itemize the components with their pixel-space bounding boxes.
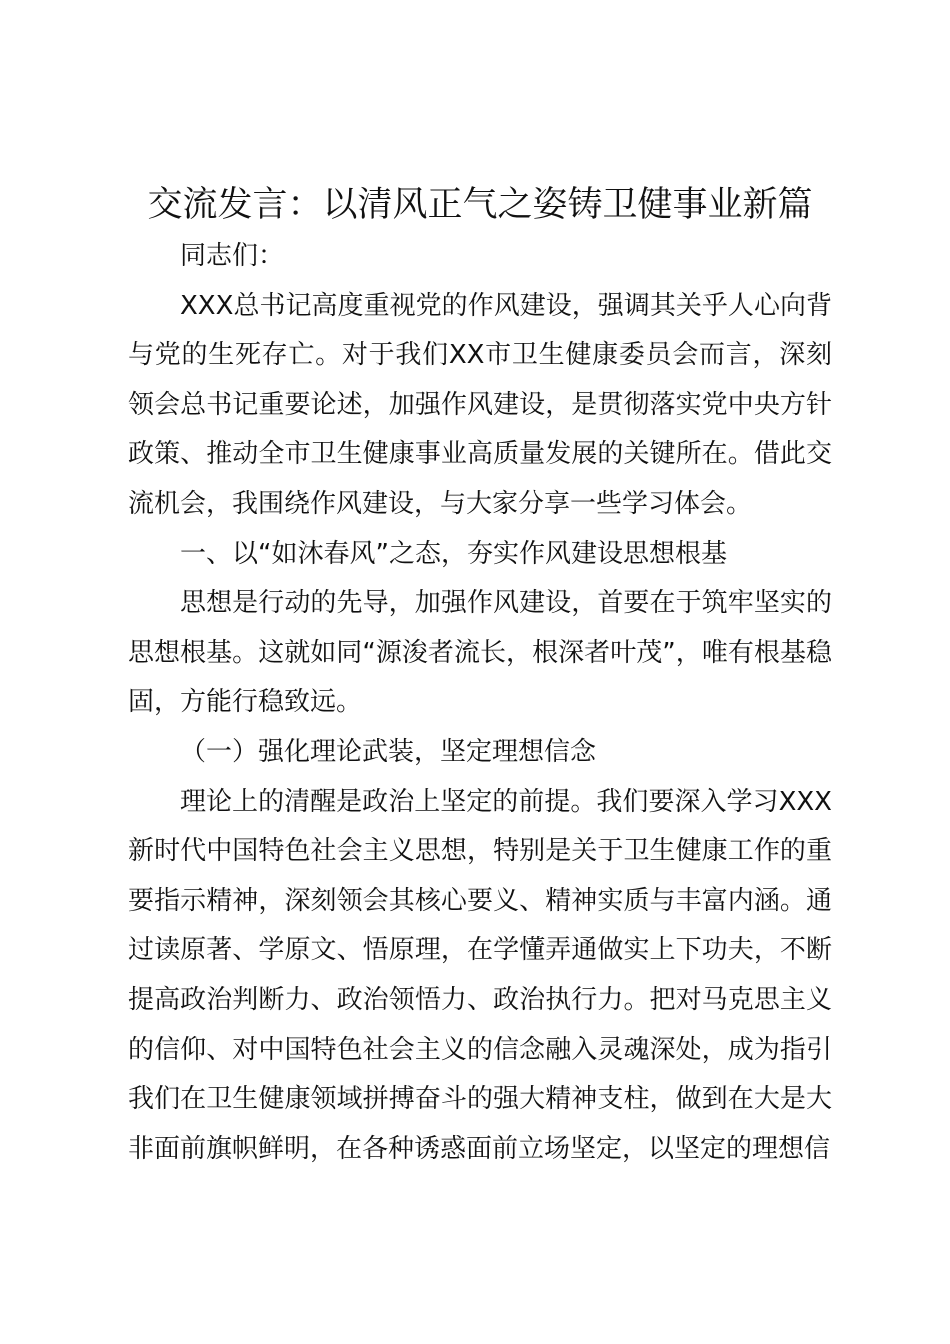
section-heading-1: 一、以“如沐春风”之态，夯实作风建设思想根基 xyxy=(180,538,727,569)
salutation: 同志们： xyxy=(180,241,285,271)
paragraph-intro: XXX总书记高度重视党的作风建设，强调其关乎人心向背与党的生死存亡。对于我们XX市卫生健康委员会而言，深刻领会总书记重要论述，加强作风建设，是贯彻落实党中央方针政策、推动全市卫生健康事业高质量发展的关键所在。借此交流机会，我围绕作风建设，与大家分享一些学习体会。 xyxy=(128,290,832,519)
subsection-heading-1: （一）强化理论武装，坚定理想信念 xyxy=(180,736,597,767)
paragraph-section-1: 思想是行动的先导，加强作风建设，首要在于筑牢坚实的思想根基。这就如同“源浚者流长，根深者叶茂”，唯有根基稳固，方能行稳致远。 xyxy=(128,588,832,718)
paragraph-subsection-1: 理论上的清醒是政治上坚定的前提。我们要深入学习XXX新时代中国特色社会主义思想，特别是关于卫生健康工作的重要指示精神，深刻领会其核心要义、精神实质与丰富内涵。通过读原著、学原文、悟原理，在学懂弄通做实上下功夫，不断提高政治判断力、政治领悟力、政治执行力。把对马克思主义的信仰、对中国特色社会主义的信念融入灵魂深处，成为指引我们在卫生健康领域拼搏奋斗的强大精神支柱，做到在大是大非面前旗帜鲜明，在各种诱惑面前立场坚定，以坚定的理想信 xyxy=(128,786,832,1164)
document-title: 交流发言：以清风正气之姿铸卫健事业新篇 xyxy=(147,185,813,225)
document-body xyxy=(128,178,832,1174)
